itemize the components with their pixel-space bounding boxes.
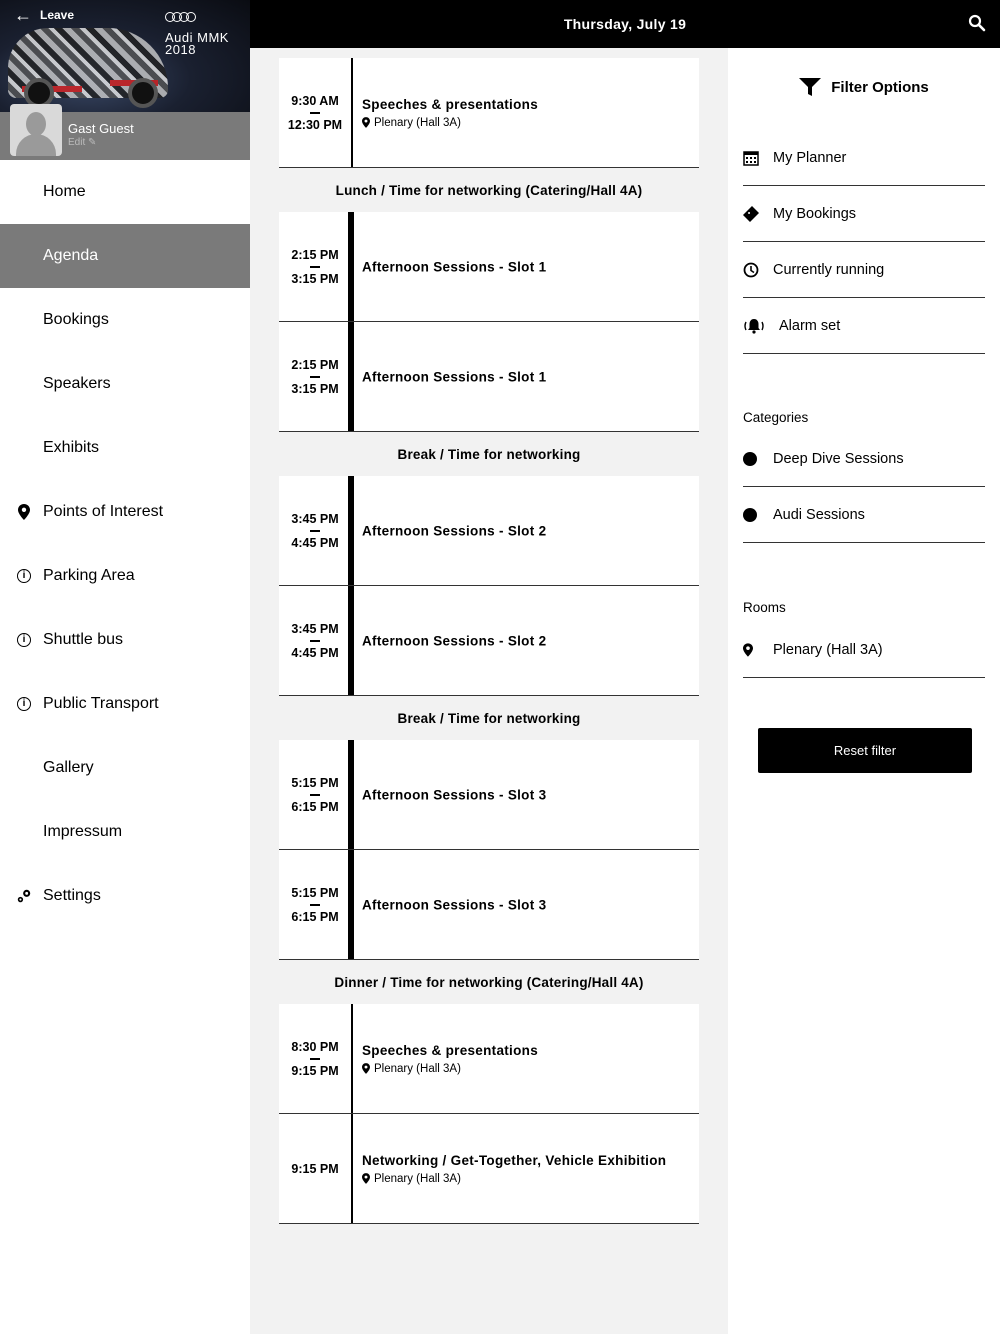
map-pin-icon [362,1173,370,1184]
nav-item-public-transport[interactable] [0,672,250,736]
session-title: Networking / Get-Together, Vehicle Exhibition [362,1152,667,1168]
clock-icon [743,262,773,278]
categories-heading: Categories [743,410,809,425]
nav-item-bookings[interactable] [0,288,250,352]
filter-panel [728,48,1000,1334]
agenda-list [279,58,699,1224]
break-label: Lunch / Time for networking (Catering/Hall 4A) [335,182,643,198]
map-pin-icon [743,643,773,657]
car-wheel [128,78,158,108]
nav-label: Exhibits [43,439,100,456]
filter-label: Deep Dive Sessions [773,450,904,467]
info-icon: i [16,632,32,648]
nav-label: Shuttle bus [43,631,124,648]
session-end-time: 4:45 PM [291,645,339,660]
brand-line1: Audi MMK [165,30,229,45]
nav-label: Impressum [43,823,123,840]
session-room-label: Plenary (Hall 3A) [374,116,461,129]
map-pin-icon [362,117,370,128]
leave-button[interactable] [14,6,74,24]
session-start-time: 9:30 AM [291,93,339,108]
nav-label: Agenda [43,247,99,264]
session-title: Afternoon Sessions - Slot 1 [362,259,547,274]
filter-currently-running[interactable] [743,242,985,298]
info-icon: i [16,696,32,712]
filter-label: Audi Sessions [773,506,865,523]
nav-label: Public Transport [43,695,159,712]
sidebar [0,0,250,1334]
nav-label: Settings [43,887,101,904]
session-room [362,1173,691,1185]
session-end-time: 6:15 PM [291,799,339,814]
session-start-time: 2:15 PM [291,247,339,262]
nav-item-exhibits[interactable] [0,416,250,480]
map-pin-icon [16,504,32,520]
session-title: Afternoon Sessions - Slot 3 [362,897,547,912]
nav-item-shuttle-bus[interactable] [0,608,250,672]
filter-label: Alarm set [779,317,841,334]
nav-item-agenda[interactable] [0,224,250,288]
session-title: Afternoon Sessions - Slot 2 [362,523,547,538]
reset-filter-button[interactable]: Reset filter [758,728,972,773]
nav-label: Points of Interest [43,503,164,520]
session-start-time: 8:30 PM [291,1039,339,1054]
nav-item-settings[interactable] [0,864,250,928]
brand-title [165,32,229,56]
session-item[interactable] [279,586,699,696]
category-dot-icon [743,452,773,466]
break-label: Break / Time for networking [397,446,581,462]
session-end-time: 12:30 PM [287,117,343,132]
nav-label: Home [43,183,86,200]
brand-line2: 2018 [165,42,196,57]
filter-category-audi-sessions[interactable] [743,487,985,543]
avatar[interactable] [10,104,62,156]
filter-header [728,78,1000,96]
session-room-label: Plenary (Hall 3A) [374,1062,461,1075]
session-item[interactable] [279,1114,699,1224]
rooms-heading: Rooms [743,600,786,615]
event-hero-banner [0,0,250,112]
session-start-time: 5:15 PM [291,775,339,790]
nav-item-gallery[interactable] [0,736,250,800]
nav-item-impressum[interactable] [0,800,250,864]
session-end-time: 4:45 PM [291,535,339,550]
break-label: Dinner / Time for networking (Catering/Hall 4A) [334,974,644,990]
category-dot-icon [743,508,773,522]
session-item[interactable] [279,212,699,322]
session-room [362,1063,691,1075]
nav-item-points-of-interest[interactable] [0,480,250,544]
session-start-time: 5:15 PM [291,885,339,900]
nav-item-speakers[interactable] [0,352,250,416]
funnel-icon [799,78,821,96]
nav-label: Parking Area [43,567,135,584]
session-title: Afternoon Sessions - Slot 1 [362,369,547,384]
session-item[interactable] [279,1004,699,1114]
session-item[interactable] [279,58,699,168]
filter-my-planner[interactable] [743,130,985,186]
session-room-label: Plenary (Hall 3A) [374,1172,461,1185]
session-end-time: 6:15 PM [291,909,339,924]
arrow-left-icon: ← [14,5,32,25]
filter-my-bookings[interactable] [743,186,985,242]
session-start-time: 2:15 PM [291,357,339,372]
session-item[interactable] [279,740,699,850]
nav-label: Speakers [43,375,111,392]
filter-label: Currently running [773,261,885,278]
map-pin-icon [362,1063,370,1074]
filter-label: My Bookings [773,205,857,222]
top-bar [250,0,1000,48]
session-room [362,117,691,129]
search-icon[interactable] [968,14,986,32]
edit-profile-link[interactable] [68,137,96,148]
alarm-bell-icon [743,318,779,334]
user-name: Gast Guest [68,121,134,136]
session-title: Afternoon Sessions - Slot 2 [362,633,547,648]
session-title: Afternoon Sessions - Slot 3 [362,787,547,802]
edit-label: Edit [68,137,86,148]
nav-item-home[interactable] [0,160,250,224]
session-start-time: 3:45 PM [291,511,339,526]
nav-item-parking-area[interactable] [0,544,250,608]
gears-icon [16,888,32,904]
ticket-icon [743,206,773,222]
audi-rings-icon [165,12,193,22]
session-item[interactable] [279,850,699,960]
filter-alarm-set[interactable] [743,298,985,354]
session-title: Speeches & presentations [362,1042,539,1058]
filter-label: My Planner [773,149,847,166]
filter-room-plenary[interactable] [743,622,985,678]
session-title: Speeches & presentations [362,96,539,112]
session-start-time: 9:15 PM [291,1161,339,1176]
pencil-icon: ✎ [88,137,97,148]
calendar-icon [743,150,773,166]
session-end-time: 3:15 PM [291,271,339,286]
info-icon: i [16,568,32,584]
session-start-time: 3:45 PM [291,621,339,636]
user-profile [0,112,250,160]
break-label: Break / Time for networking [397,710,581,726]
session-end-time: 9:15 PM [291,1063,339,1078]
filter-title: Filter Options [831,78,929,96]
session-end-time: 3:15 PM [291,381,339,396]
nav-label: Bookings [43,311,109,328]
filter-label: Plenary (Hall 3A) [773,641,883,658]
nav-label: Gallery [43,759,94,776]
agenda-date: Thursday, July 19 [563,16,687,32]
session-times [279,58,351,167]
filter-category-deep-dive[interactable] [743,431,985,487]
session-item[interactable] [279,476,699,586]
session-item[interactable] [279,322,699,432]
leave-label: Leave [40,8,75,22]
